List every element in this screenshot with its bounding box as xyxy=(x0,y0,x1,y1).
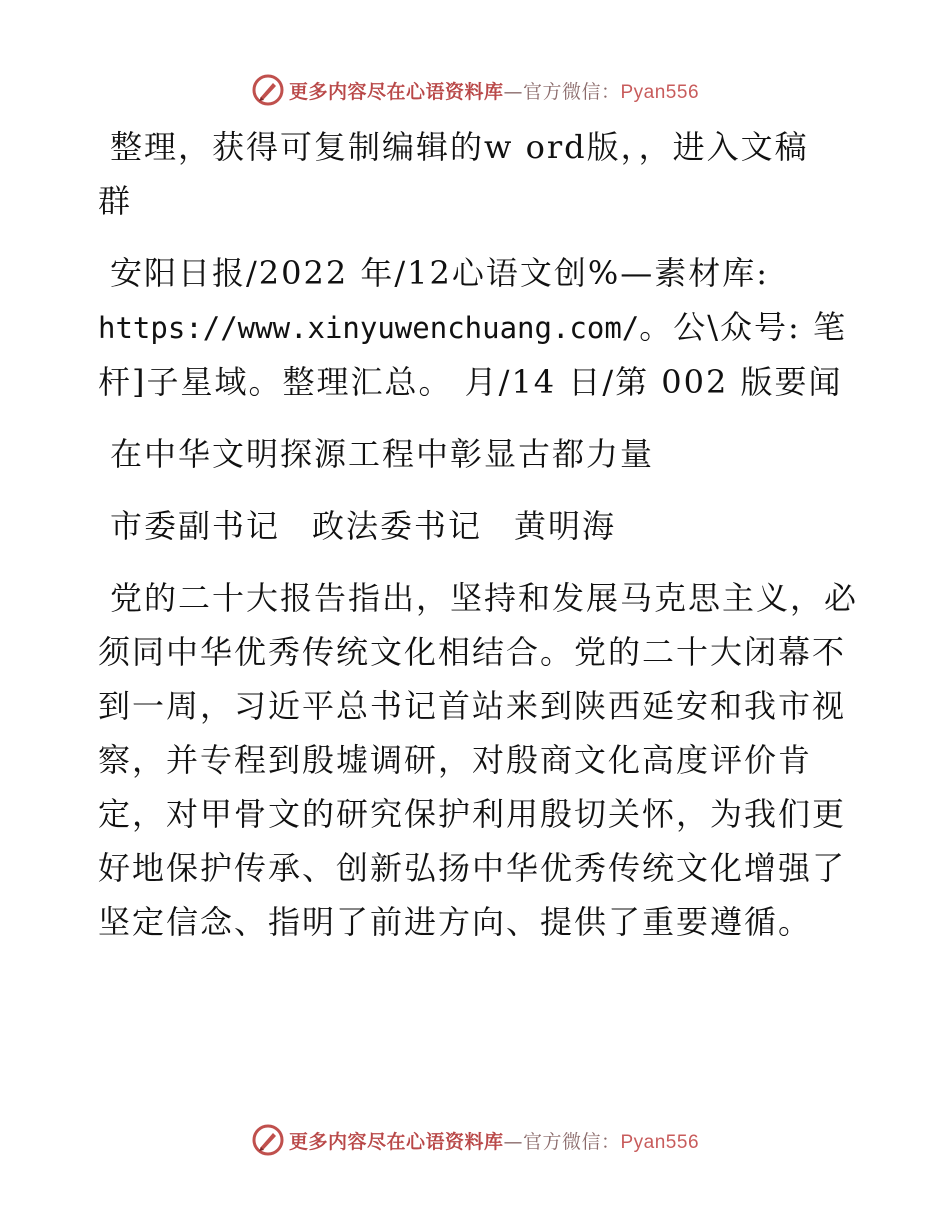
intro-line-1: 整理，获得可复制编辑的w ord版，，进入文稿 xyxy=(110,128,809,166)
body-paragraph: 党的二十大报告指出，坚持和发展马克思主义，必须同中华优秀传统文化相结合。党的二十大闭幕不到一周，习近平总书记首站来到陕西延安和我市视察，并专程到殷墟调研，对殷商文化高度评价肯定，对甲骨文的研究保护利用殷切关怀，为我们更好地保护传承、创新弘扬中华优秀传统文化增强了坚定信念、指明了前进方向、提供了重要遵循。 xyxy=(98,579,859,941)
author-line xyxy=(98,499,858,553)
watermark-footer xyxy=(0,1120,950,1160)
intro-line-2: 群 xyxy=(98,182,133,220)
watermark-text: 更多内容尽在心语资料库—官方微信：Pyan556 xyxy=(288,80,700,103)
pen-logo-icon xyxy=(251,1123,285,1157)
watermark-text: 更多内容尽在心语资料库—官方微信：Pyan556 xyxy=(288,1130,700,1153)
author-role-1: 市委副书记 xyxy=(110,507,281,545)
pen-logo-icon xyxy=(251,73,285,107)
source-line-1: 安阳日报/2022 年/12心语文创%—素材库: xyxy=(110,254,770,292)
source-line-3: 杆]子星域。整理汇总。 月/14 日/第 002 版要闻 xyxy=(98,363,843,401)
source-url-suffix: 。公\众号: 笔 xyxy=(639,308,847,346)
headline: 在中华文明探源工程中彰显古都力量 xyxy=(110,435,655,473)
source-line-2 xyxy=(98,300,858,355)
author-name: 黄明海 xyxy=(514,507,617,545)
author-role-2: 政法委书记 xyxy=(312,507,483,545)
watermark-header xyxy=(0,70,950,110)
document-body xyxy=(98,120,858,949)
source-url: https://www.xinyuwenchuang.com/ xyxy=(98,311,640,345)
